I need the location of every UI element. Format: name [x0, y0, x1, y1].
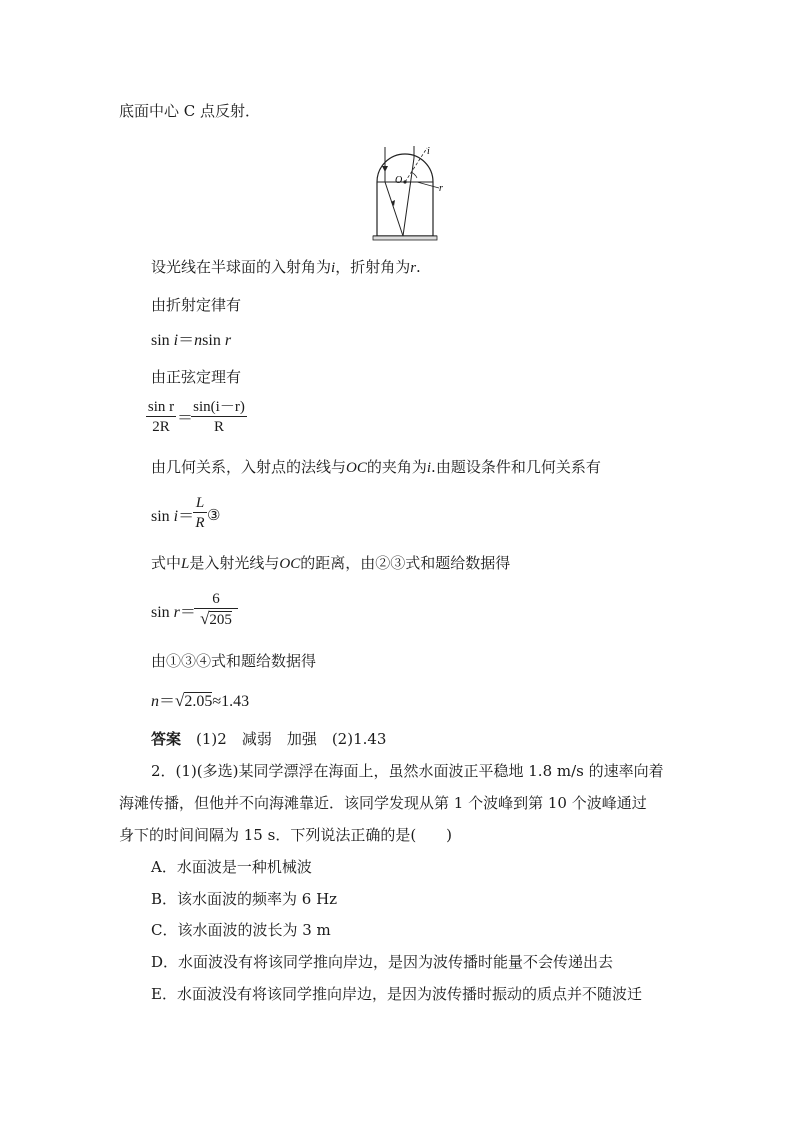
text-sine-law: 由正弦定理有	[151, 368, 242, 386]
label-i: i	[427, 146, 430, 157]
label-r: r	[439, 183, 443, 194]
equation-n: n＝√2.05≈1.43	[151, 691, 250, 710]
optics-diagram	[365, 142, 465, 242]
fraction-left: sin r 2R	[147, 399, 175, 435]
option-c: C．该水面波的波长为 3 m	[151, 921, 331, 939]
text-line-bottom-center: 底面中心 C 点反射．	[119, 102, 261, 120]
question-2-line-3: 身下的时间间隔为 15 s．下列说法正确的是( )	[119, 826, 453, 844]
equation-sin-i: sin i＝	[151, 508, 195, 525]
fraction-6-over-sqrt205: 6 √205	[194, 590, 238, 630]
question-2-line-1: 2．(1)(多选)某同学漂浮在海面上，虽然水面波正平稳地 1.8 m/s 的速率向着	[151, 762, 664, 780]
text-line-angles: 设光线在半球面的入射角为i，折射角为r.	[151, 258, 421, 276]
text-geometry: 由几何关系，入射点的法线与OC的夹角为i.由题设条件和几何关系有	[151, 458, 601, 476]
text-refraction-law: 由折射定律有	[151, 296, 242, 314]
label-O: O	[395, 175, 403, 186]
text-distance: 式中L是入射光线与OC的距离，由②③式和题给数据得	[151, 554, 511, 572]
option-b: B．该水面波的频率为 6 Hz	[151, 890, 338, 908]
question-2-line-2: 海滩传播，但他并不向海滩靠近．该同学发现从第 1 个波峰到第 10 个波峰通过	[119, 794, 647, 812]
equation-equals: ＝	[177, 410, 194, 427]
option-a: A．水面波是一种机械波	[151, 858, 312, 876]
fraction-right: sin(i－r) R	[191, 398, 247, 437]
fraction-L-over-R: L R	[193, 494, 207, 533]
equation-mark-3: ③	[207, 506, 221, 524]
option-d: D．水面波没有将该同学推向岸边，是因为波传播时能量不会传递出去	[151, 953, 614, 971]
text-combine: 由①③④式和题给数据得	[151, 652, 317, 670]
option-e: E．水面波没有将该同学推向岸边，是因为波传播时振动的质点并不随波迁	[151, 985, 642, 1003]
answer-line: 答案 (1)2 减弱 加强 (2)1.43	[151, 730, 387, 748]
equation-snell: sin i＝nsin r	[151, 332, 232, 349]
equation-sin-r: sin r＝	[151, 604, 196, 621]
